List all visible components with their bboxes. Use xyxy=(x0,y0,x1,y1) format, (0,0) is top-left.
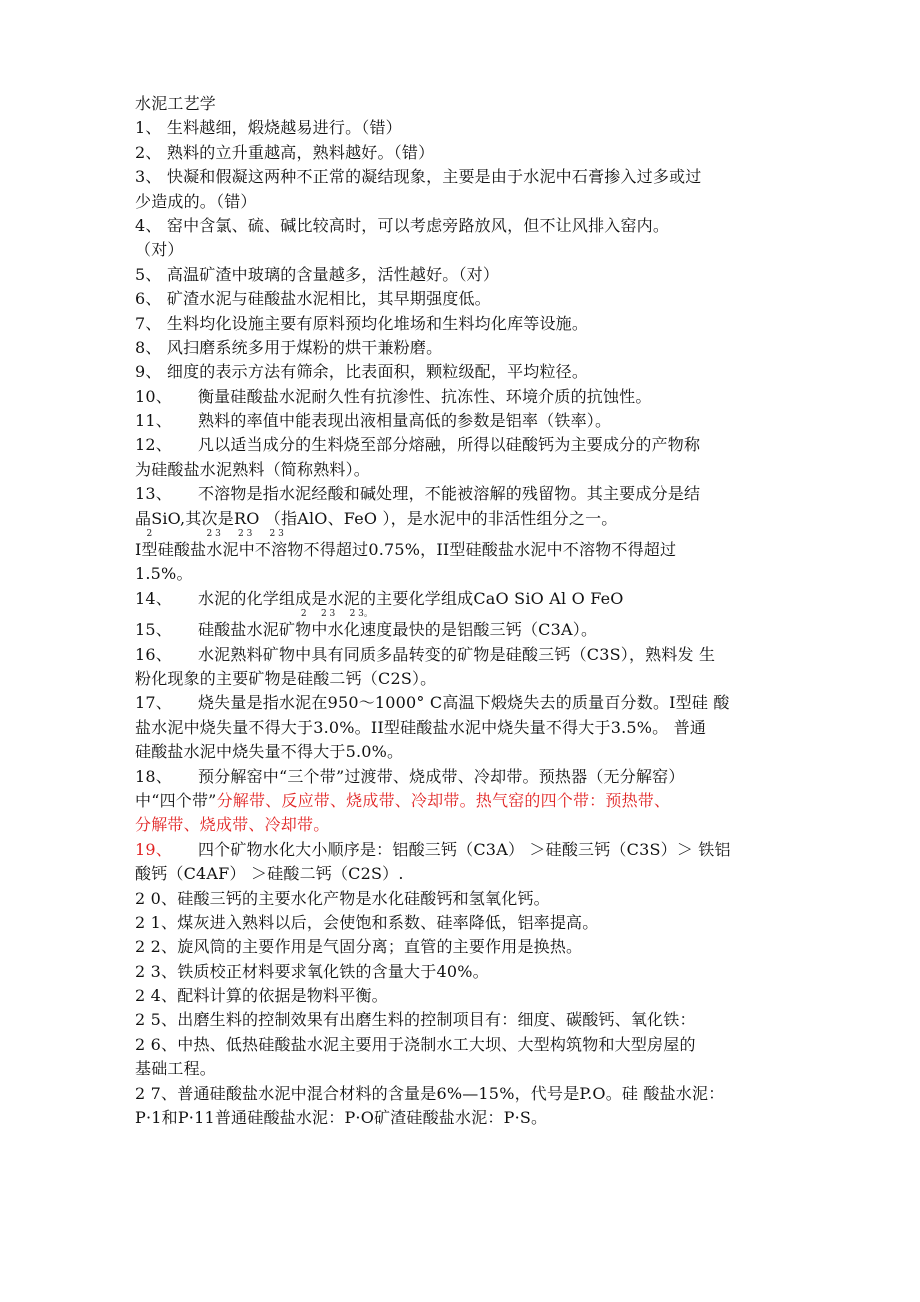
item-number: 12、 xyxy=(135,435,172,455)
item-2: 2、 熟料的立升重越高，熟料越好。（错） xyxy=(135,142,435,162)
item-18-line-2 xyxy=(135,789,785,813)
document-body xyxy=(135,92,785,1130)
item-16-line-1 xyxy=(135,643,785,667)
item-1: 1、 生料越细，煅烧越易进行。（错） xyxy=(135,118,402,138)
item-text: 水泥熟料矿物中具有同质多晶转变的矿物是硅酸三钙（C3S），熟料发 生 xyxy=(197,644,716,664)
item-4-line-1: 4、 窑中含氯、硫、碱比较高时，可以考虑旁路放风，但不让风排入窑内。 xyxy=(135,215,670,235)
item-10 xyxy=(135,385,785,409)
item-25: 2 5、出磨生料的控制效果有出磨生料的控制项目有：细度、碳酸钙、氧化铁： xyxy=(135,1010,696,1030)
item-26-line-1: 2 6、中热、低热硅酸盐水泥主要用于浇制水工大坝、大型构筑物和大型房屋的 xyxy=(135,1034,696,1054)
doc-title: 水泥工艺学 xyxy=(135,94,217,113)
item-text: 不溶物是指水泥经酸和碱处理，不能被溶解的残留物。其主要成分是结 xyxy=(197,484,701,504)
item-14-subscripts: 2 2 3 2 3。 xyxy=(135,609,373,620)
item-18-line-3: 分解带、烧成带、冷却带。 xyxy=(135,815,330,835)
item-27-line-1: 2 7、普通硅酸盐水泥中混合材料的含量是6%—15%，代号是P.O。硅 酸盐水泥： xyxy=(135,1083,725,1103)
item-13-line-2: 晶SiO,其次是RO （指AlO、FeO ），是水泥中的非活性组分之一。 xyxy=(135,508,618,528)
item-17-line-2: 盐水泥中烧失量不得大于3.0%。II型硅酸盐水泥中烧失量不得大于3.5%。 普通 xyxy=(135,717,707,737)
item-11 xyxy=(135,409,785,433)
item-18-line-1 xyxy=(135,765,785,789)
item-number: 11、 xyxy=(135,411,172,431)
item-3-line-2: 少造成的。（错） xyxy=(135,191,257,211)
item-13-subscripts: 2 2 3 2 3 2 3 xyxy=(135,529,284,540)
item-text: 衡量硅酸盐水泥耐久性有抗渗性、抗冻性、环境介质的抗蚀性。 xyxy=(197,386,652,406)
item-22: 2 2、旋风筒的主要作用是气固分离；直管的主要作用是换热。 xyxy=(135,937,583,957)
item-23: 2 3、铁质校正材料要求氧化铁的含量大于40%。 xyxy=(135,961,489,981)
item-text: 硅酸盐水泥矿物中水化速度最快的是铝酸三钙（C3A）。 xyxy=(197,620,598,640)
item-3-line-1: 3、 快凝和假凝这两种不正常的凝结现象，主要是由于水泥中石膏掺入过多或过 xyxy=(135,167,702,187)
item-13-line-3: I型硅酸盐水泥中不溶物不得超过0.75%，II型硅酸盐水泥中不溶物不得超过 xyxy=(135,540,677,560)
item-text: 熟料的率值中能表现出液相量高低的参数是铝率（铁率）。 xyxy=(197,411,612,431)
item-number: 18、 xyxy=(135,766,172,786)
highlighted-text: 分解带、反应带、烧成带、冷却带。热气窑的四个带：预热带、 xyxy=(216,790,671,810)
item-19-line-1 xyxy=(135,838,785,862)
item-16-line-2: 粉化现象的主要矿物是硅酸二钙（C2S）。 xyxy=(135,668,437,688)
item-13-line-4: 1.5%。 xyxy=(135,564,193,584)
item-text: 四个矿物水化大小顺序是：铝酸三钙（C3A） ＞硅酸三钙（C3S）＞ 铁铝 xyxy=(197,839,731,859)
item-7: 7、 生料均化设施主要有原料预均化堆场和生料均化库等设施。 xyxy=(135,313,589,333)
item-number: 10、 xyxy=(135,386,172,406)
item-text: 中“四个带” xyxy=(135,790,217,810)
item-15 xyxy=(135,618,785,642)
item-number: 19、 xyxy=(135,839,172,859)
item-number: 13、 xyxy=(135,484,172,504)
item-26-line-2: 基础工程。 xyxy=(135,1059,217,1079)
item-20: 2 0、硅酸三钙的主要水化产物是水化硅酸钙和氢氧化钙。 xyxy=(135,888,550,908)
item-24: 2 4、配料计算的依据是物料平衡。 xyxy=(135,986,388,1006)
item-9: 9、 细度的表示方法有筛余，比表面积，颗粒级配，平均粒径。 xyxy=(135,362,589,382)
item-12-line-1 xyxy=(135,433,785,457)
item-number: 14、 xyxy=(135,588,172,608)
item-text: 烧失量是指水泥在950～1000° C高温下煅烧失去的质量百分数。I型硅 酸 xyxy=(197,693,730,713)
item-4-line-2: （对） xyxy=(135,240,184,260)
item-text: 水泥的化学组成是水泥的主要化学组成CaO SiO Al O FeO xyxy=(197,588,624,608)
item-5: 5、 高温矿渣中玻璃的含量越多，活性越好。（对） xyxy=(135,264,500,284)
item-text: 预分解窑中“三个带”过渡带、烧成带、冷却带。预热器（无分解窑） xyxy=(197,766,685,786)
item-17-line-3: 硅酸盐水泥中烧失量不得大于5.0%。 xyxy=(135,742,404,762)
item-17-line-1 xyxy=(135,691,785,715)
item-6: 6、 矿渣水泥与硅酸盐水泥相比，其早期强度低。 xyxy=(135,289,491,309)
item-8: 8、 风扫磨系统多用于煤粉的烘干兼粉磨。 xyxy=(135,337,443,357)
item-27-line-2: P·1和P·11普通硅酸盐水泥：P·O矿渣硅酸盐水泥：P·S。 xyxy=(135,1108,548,1128)
item-number: 17、 xyxy=(135,693,172,713)
item-13-line-1 xyxy=(135,482,785,506)
item-21: 2 1、煤灰进入熟料以后，会使饱和系数、硅率降低，铝率提高。 xyxy=(135,912,599,932)
item-19-line-2: 酸钙（C4AF） ＞硅酸二钙（C2S）. xyxy=(135,864,404,884)
item-number: 15、 xyxy=(135,620,172,640)
item-number: 16、 xyxy=(135,644,172,664)
item-12-line-2: 为硅酸盐水泥熟料（简称熟料）。 xyxy=(135,459,371,479)
item-text: 凡以适当成分的生料烧至部分熔融，所得以硅酸钙为主要成分的产物称 xyxy=(197,435,701,455)
